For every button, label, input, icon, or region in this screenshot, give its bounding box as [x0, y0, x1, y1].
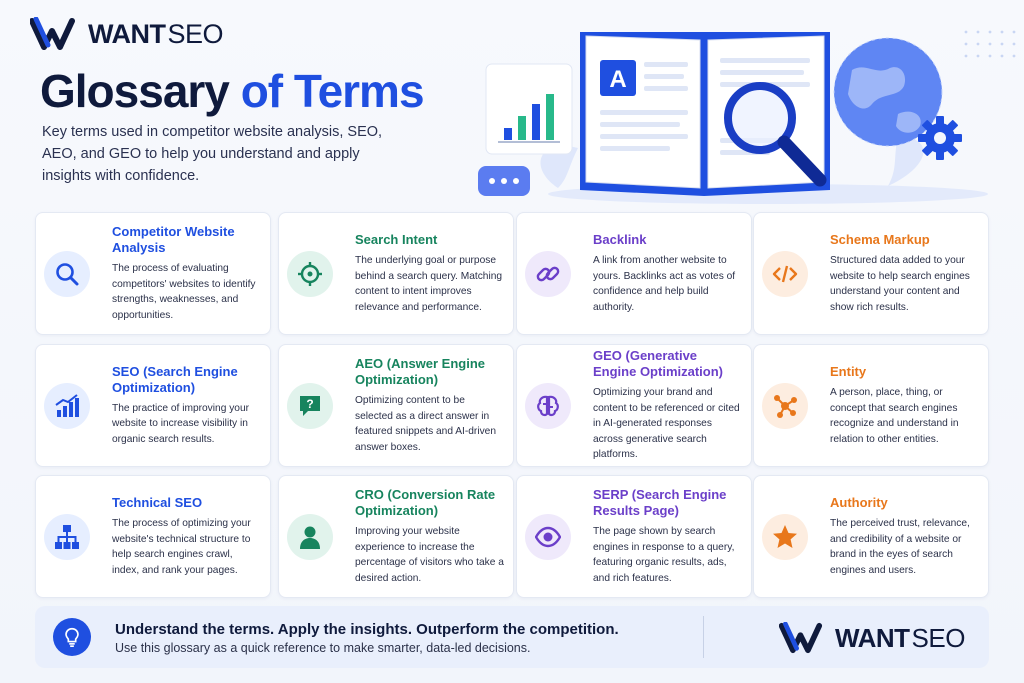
term-title: Backlink	[593, 232, 647, 247]
star-icon	[772, 524, 798, 550]
term-title: GEO (Generative Engine Optimization)	[593, 348, 723, 380]
brand-logo	[30, 14, 223, 54]
growth-chart-icon	[54, 393, 80, 419]
term-title: Search Intent	[355, 232, 438, 247]
term-title: Competitor Website Analysis	[112, 224, 235, 255]
target-icon	[297, 261, 323, 287]
term-card-schema-markup	[753, 212, 989, 335]
brain-icon	[535, 393, 561, 419]
term-description: The process of evaluating competitors' websites to identify strengths, weaknesses, and opportunities.	[112, 263, 256, 321]
term-title: Technical SEO	[112, 495, 203, 510]
term-card-seo	[35, 344, 271, 467]
lightbulb-icon	[61, 626, 83, 648]
banner-headline: Understand the terms. Apply the insights. Outperform the competition.	[115, 621, 619, 638]
w-logo-icon	[779, 622, 835, 654]
term-title: SERP (Search Engine Results Page)	[593, 487, 727, 518]
title-main: Glossary	[40, 65, 229, 117]
bar-chart-icon	[486, 64, 572, 154]
brand-name: WANTSEO	[88, 18, 224, 49]
page-subtitle: Key terms used in competitor website analysis, SEO, AEO, and GEO to help you understand and apply insights with confidence.	[42, 124, 383, 184]
term-title: CRO (Conversion Rate Optimization)	[355, 487, 496, 518]
term-description: The page shown by search engines in response to a query, featuring organic results, ads, and rich features.	[593, 526, 735, 584]
banner-subtext: Use this glossary as a quick reference to make smarter, data-led decisions.	[115, 641, 531, 655]
link-icon	[535, 261, 561, 287]
page-title	[40, 64, 424, 118]
eye-icon	[535, 524, 561, 550]
term-title: SEO (Search Engine Optimization)	[112, 363, 238, 395]
term-title: AEO (Answer Engine Optimization)	[355, 356, 486, 387]
term-description: A link from another website to yours. Backlinks act as votes of confidence and help build authority.	[593, 255, 736, 313]
term-card-serp	[516, 475, 752, 598]
term-description: Improving your website experience to increase the percentage of visitors who take a desired action.	[355, 526, 504, 584]
footer-brand-logo	[779, 620, 965, 656]
term-card-technical-seo	[35, 475, 271, 598]
hero-illustration	[468, 18, 1024, 208]
book-letter: A	[609, 66, 627, 93]
term-description: The process of optimizing your website's technical structure to help search engines crawl, index, and rank your pages.	[112, 518, 251, 576]
term-title: Schema Markup	[830, 232, 930, 247]
user-icon	[297, 524, 323, 550]
term-card-entity	[753, 344, 989, 467]
sitemap-icon	[54, 524, 80, 550]
term-card-cro	[278, 475, 514, 598]
term-description: Structured data added to your website to help search engines understand your content and show rich results.	[830, 255, 970, 313]
gear-icon	[918, 116, 962, 160]
term-description: Optimizing your brand and content to be referenced or cited in AI-generated responses across generative search platforms.	[593, 387, 740, 461]
banner-divider	[703, 616, 704, 658]
term-card-competitor-analysis	[35, 212, 271, 335]
term-title: Authority	[830, 495, 888, 510]
search-icon	[54, 261, 80, 287]
code-icon	[772, 261, 798, 287]
chat-bubble-icon	[478, 166, 530, 196]
term-card-authority	[753, 475, 989, 598]
title-accent: of Terms	[240, 65, 424, 117]
term-description: Optimizing content to be selected as a direct answer in featured snippets and AI-driven answer boxes.	[355, 395, 497, 453]
footer-banner	[35, 606, 989, 668]
w-logo-icon	[30, 17, 88, 51]
term-title: Entity	[830, 364, 867, 379]
question-bubble-icon	[297, 393, 323, 419]
term-card-geo	[516, 344, 752, 467]
term-description: The underlying goal or purpose behind a search query. Matching content to intent improves relevance and performance.	[355, 255, 503, 313]
term-card-backlink	[516, 212, 752, 335]
network-icon	[772, 393, 798, 419]
term-card-search-intent	[278, 212, 514, 335]
glossary-grid	[35, 212, 989, 598]
term-card-aeo	[278, 344, 514, 467]
globe-icon	[834, 38, 942, 146]
term-description: The practice of improving your website to increase visibility in organic search results.	[112, 402, 250, 445]
svg-text:?: ?	[306, 396, 314, 411]
footer-brand-name: WANTSEO	[835, 622, 965, 653]
term-description: A person, place, thing, or concept that search engines recognize and understand in relation to other entities.	[830, 387, 959, 445]
term-description: The perceived trust, relevance, and credibility of a website or brand in the eyes of search engines and users.	[830, 518, 970, 576]
